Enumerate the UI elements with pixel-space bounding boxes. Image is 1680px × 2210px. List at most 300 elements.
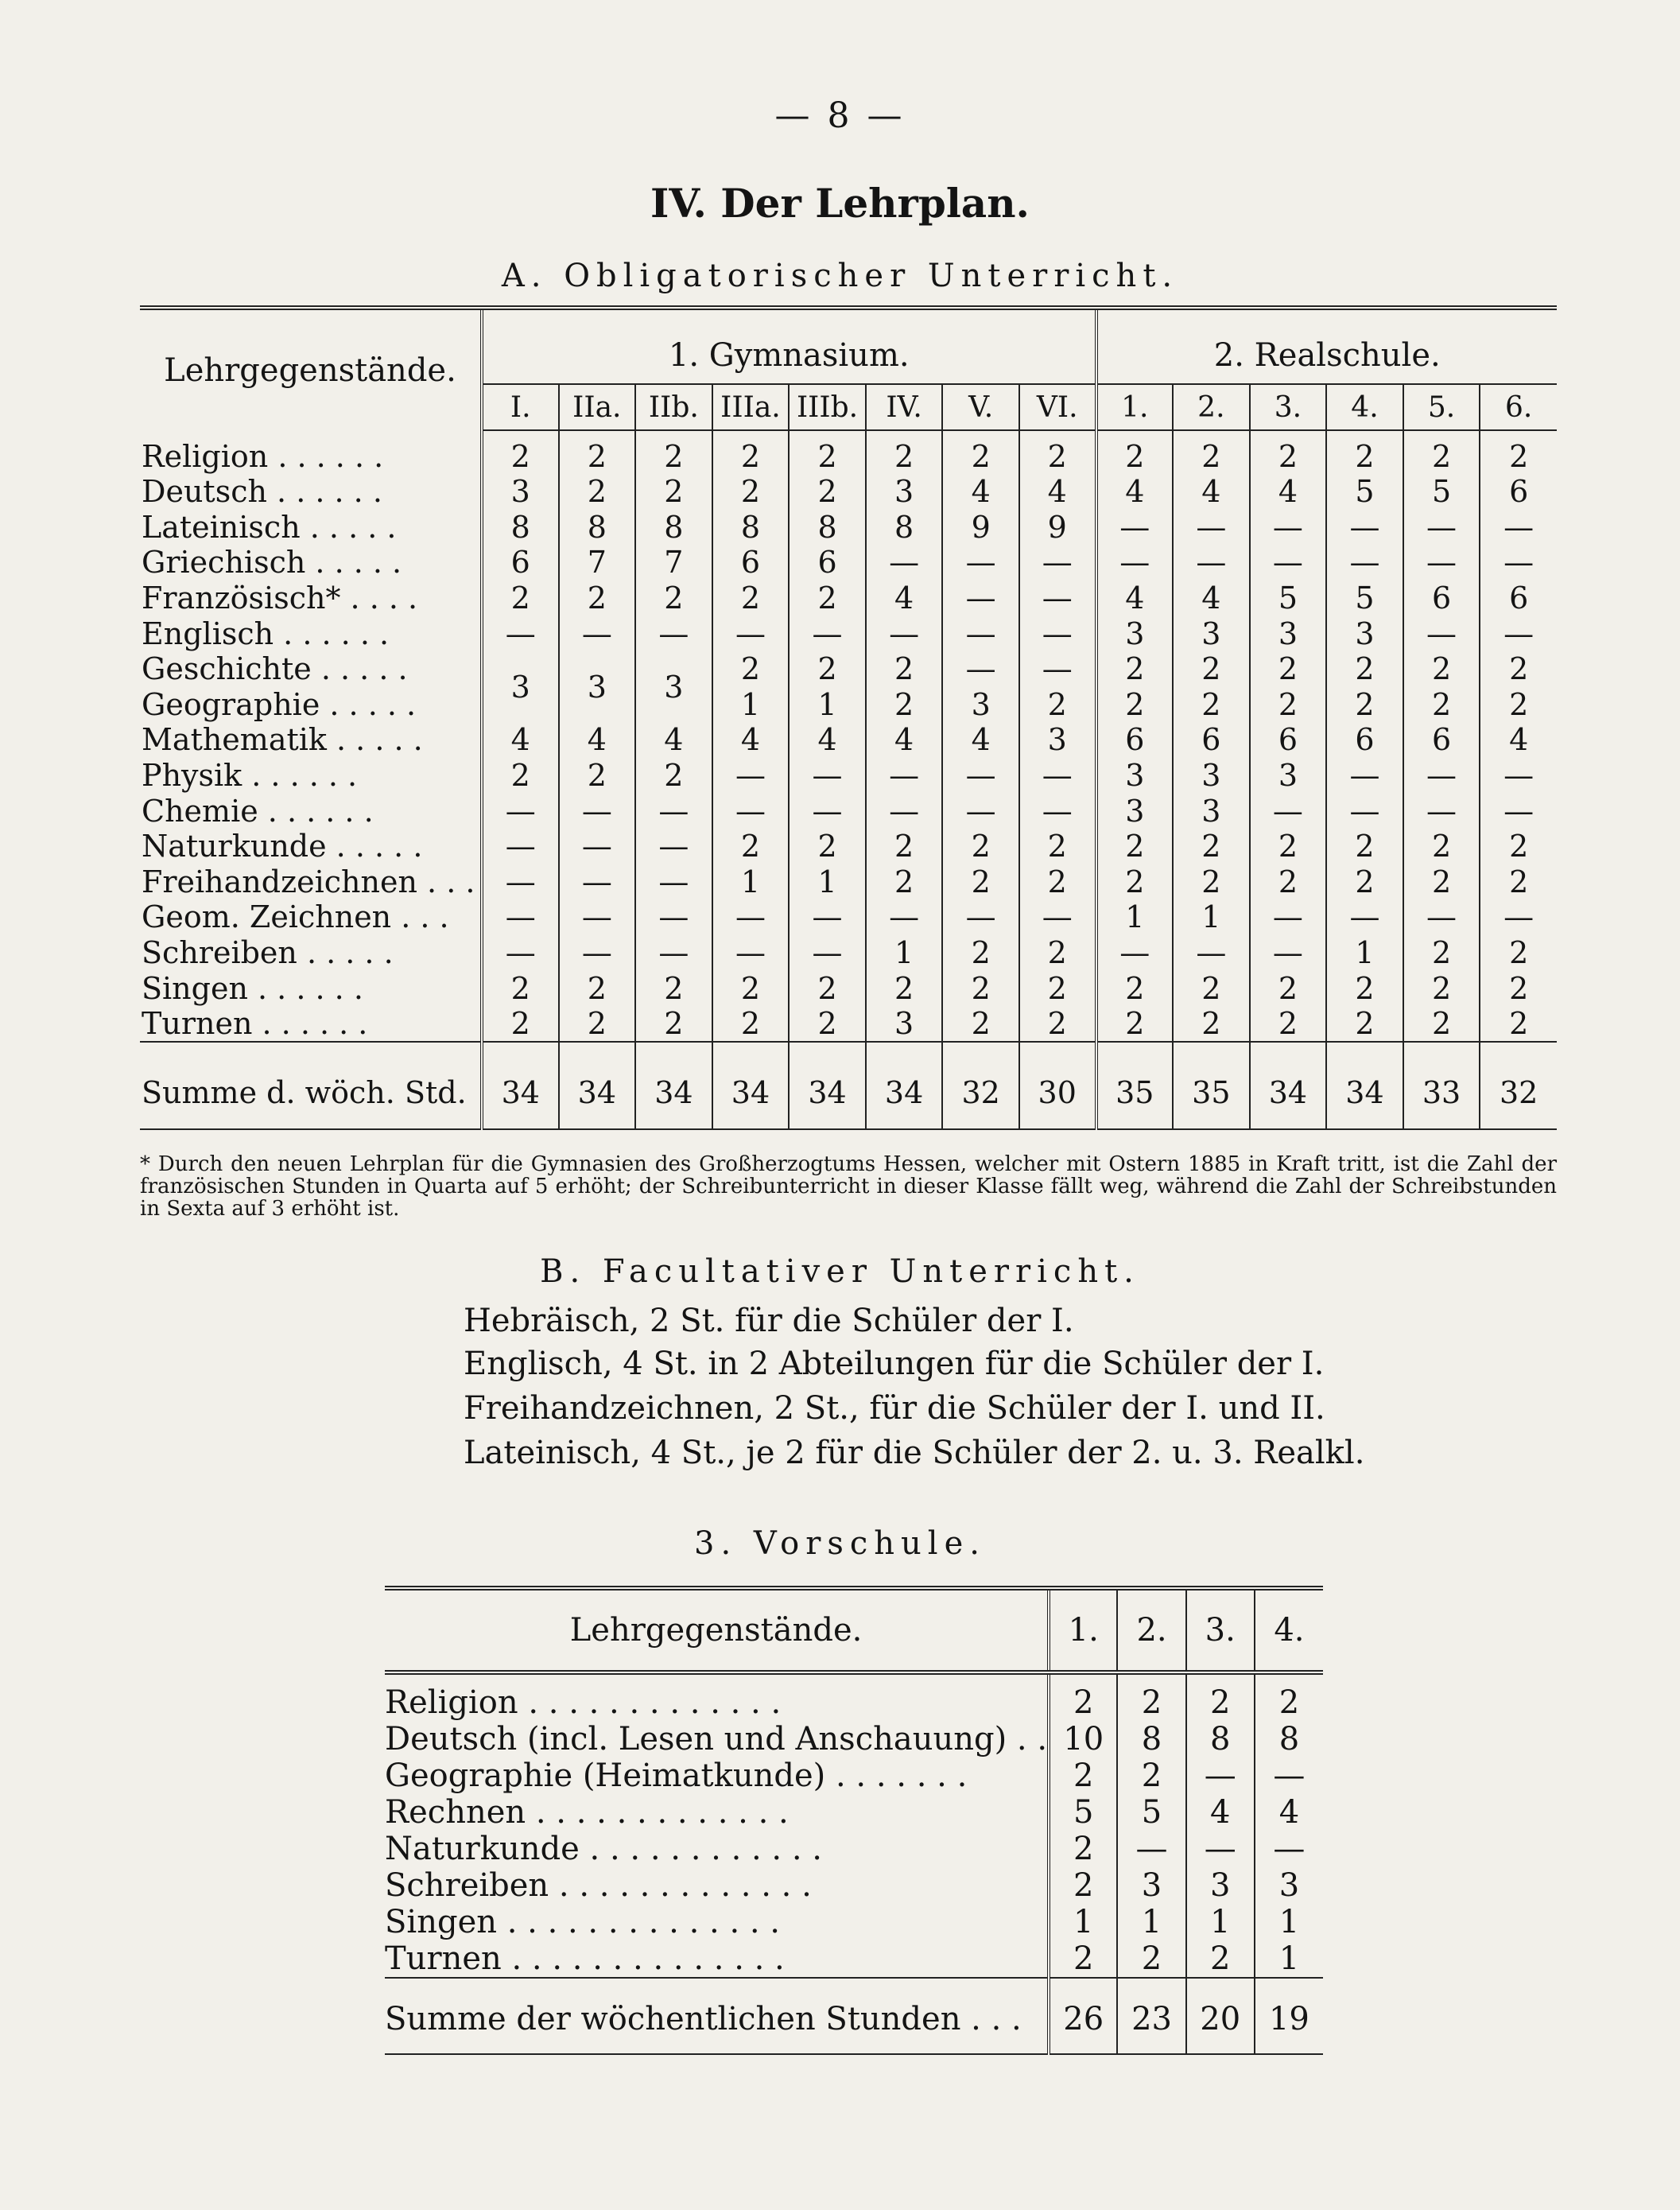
value-cell: 2 (482, 758, 559, 794)
value-cell: 2 (635, 430, 712, 474)
value-cell: — (942, 651, 1019, 687)
value-cell: — (1403, 545, 1480, 581)
value-cell: 6 (1173, 722, 1250, 758)
value-cell: 2 (559, 430, 636, 474)
value-cell: 2 (1250, 430, 1327, 474)
value-cell: 1 (789, 864, 866, 900)
table-row (140, 651, 1557, 687)
merged-value-cell: 3 (482, 651, 559, 722)
value-cell: 2 (1096, 829, 1174, 864)
value-cell: 2 (942, 864, 1019, 900)
value-cell: — (635, 935, 712, 971)
class-header: 1. (1049, 1588, 1117, 1672)
value-cell: 2 (1250, 1006, 1327, 1042)
value-cell: 2 (1096, 864, 1174, 900)
value-cell: 1 (1173, 899, 1250, 935)
value-cell: — (1326, 758, 1403, 794)
value-cell: — (1273, 1758, 1306, 1794)
subject-column-header: Lehrgegenstände. (385, 1588, 1049, 1672)
value-cell: 5 (1117, 1794, 1185, 1831)
table-row (140, 935, 1557, 971)
value-cell: 2 (789, 430, 866, 474)
value-cell: 2 (1096, 687, 1174, 723)
value-cell: — (559, 829, 636, 864)
value-cell: 3 (1096, 616, 1174, 651)
value-cell: 2 (789, 970, 866, 1006)
value-cell: 4 (1019, 474, 1096, 510)
vorschule-title: 3. Vorschule. (694, 1525, 986, 1562)
value-cell: 2 (1403, 829, 1480, 864)
value-cell: 6 (712, 545, 790, 581)
value-cell: 2 (1250, 687, 1327, 723)
table-row (140, 970, 1557, 1006)
value-cell: — (559, 616, 636, 651)
value-cell: 3 (942, 687, 1019, 723)
merged-value-cell: 3 (635, 651, 712, 722)
value-cell: 2 (482, 1006, 559, 1042)
value-cell: 2 (1173, 651, 1250, 687)
sum-value-cell: 20 (1186, 1978, 1255, 2054)
value-cell: 2 (712, 829, 790, 864)
value-cell: 3 (1096, 793, 1174, 829)
value-cell: — (942, 758, 1019, 794)
value-cell: — (866, 793, 943, 829)
subject-cell: Schreiben . . . . . (140, 935, 482, 971)
value-cell: 2 (1403, 651, 1480, 687)
value-cell: 1 (712, 687, 790, 723)
value-cell: 4 (1509, 722, 1529, 758)
subject-cell: Religion . . . . . . . . . . . . . (385, 1672, 1049, 1721)
value-cell: 1 (1278, 1940, 1300, 1977)
value-cell: — (1503, 616, 1535, 651)
value-cell: 2 (1096, 970, 1174, 1006)
value-cell: 2 (1403, 864, 1480, 900)
value-cell: — (942, 793, 1019, 829)
value-cell: 6 (1403, 581, 1480, 616)
sum-value-cell: 34 (866, 1042, 943, 1129)
table-row (140, 1006, 1557, 1042)
value-cell: 6 (1250, 722, 1327, 758)
value-cell: 4 (482, 722, 559, 758)
table-row (140, 793, 1557, 829)
value-cell: 2 (1509, 935, 1529, 971)
value-cell: — (1019, 758, 1096, 794)
value-cell: — (1173, 545, 1250, 581)
value-cell: 2 (866, 864, 943, 900)
class-header: 2. (1117, 1588, 1185, 1672)
value-cell: 1 (1278, 1904, 1300, 1940)
realschule-group-header: 2. Realschule. (1096, 308, 1557, 384)
value-cell: 4 (1186, 1794, 1255, 1831)
subject-cell: Geographie (Heimatkunde) . . . . . . . (385, 1758, 1049, 1794)
class-header: VI. (1019, 384, 1096, 430)
value-cell: 2 (1250, 829, 1327, 864)
value-cell: 2 (942, 970, 1019, 1006)
value-cell: — (1117, 1831, 1185, 1867)
value-cell: 3 (866, 1006, 943, 1042)
value-cell: 3 (1173, 616, 1250, 651)
sum-label: Summe der wöchentlichen Stunden . . . (385, 1978, 1049, 2054)
value-cell: 9 (1019, 510, 1096, 546)
value-cell: 2 (1509, 1005, 1529, 1041)
sum-value-cell: 34 (482, 1042, 559, 1129)
sum-value-cell: 30 (1019, 1042, 1096, 1129)
value-cell: — (1173, 510, 1250, 546)
value-cell: 3 (1250, 758, 1327, 794)
sum-value-cell: 34 (1250, 1042, 1327, 1129)
value-cell: 8 (635, 510, 712, 546)
subject-cell: Naturkunde . . . . . (140, 829, 482, 864)
value-cell: 2 (866, 829, 943, 864)
value-cell: 2 (1173, 970, 1250, 1006)
value-cell: — (942, 545, 1019, 581)
value-cell: — (482, 899, 559, 935)
class-header: IIb. (635, 384, 712, 430)
value-cell: — (712, 935, 790, 971)
value-cell: 8 (1278, 1721, 1300, 1758)
table-row (140, 616, 1557, 651)
value-cell: 4 (1278, 1794, 1300, 1831)
value-cell: — (1326, 899, 1403, 935)
subject-cell: Englisch . . . . . . (140, 616, 482, 651)
value-cell: — (866, 616, 943, 651)
value-cell: 2 (1049, 1831, 1117, 1867)
value-cell: 2 (482, 581, 559, 616)
value-cell: 2 (866, 687, 943, 723)
table-row (140, 899, 1557, 935)
value-cell: 2 (789, 581, 866, 616)
value-cell: 2 (789, 651, 866, 687)
vorschule-table (385, 1586, 1323, 2055)
value-cell: 2 (559, 474, 636, 510)
class-header: 2. (1173, 384, 1250, 430)
table-row (140, 545, 1557, 581)
value-cell: 2 (1096, 651, 1174, 687)
value-cell: — (1096, 935, 1174, 971)
table-row (140, 864, 1557, 900)
value-cell: — (1019, 581, 1096, 616)
table-row (140, 722, 1557, 758)
class-header: 3. (1186, 1588, 1255, 1672)
value-cell: 2 (1049, 1672, 1117, 1721)
subject-cell: Turnen . . . . . . . . . . . . . . (385, 1940, 1049, 1978)
value-cell: — (1326, 545, 1403, 581)
value-cell: 2 (1019, 970, 1096, 1006)
subject-cell: Singen . . . . . . . . . . . . . . (385, 1904, 1049, 1940)
sum-row (140, 1042, 1557, 1129)
class-header: IIa. (559, 384, 636, 430)
value-cell: 2 (1326, 970, 1403, 1006)
value-cell: — (1273, 1831, 1306, 1867)
value-cell: — (559, 899, 636, 935)
value-cell: — (866, 758, 943, 794)
value-cell: 2 (1326, 651, 1403, 687)
sum-value-cell: 34 (1326, 1042, 1403, 1129)
value-cell: 2 (635, 474, 712, 510)
footnote: * Durch den neuen Lehrplan für die Gymnasien des Großherzogtums Hessen, welcher mit Ostern 1885 in Kraft tritt, ist die Zahl der französischen Stunden in Quarta auf 5 erhöht; der Schreibunterricht in dieser Klasse fällt weg, während die Zahl der Schreibstunden in Sexta auf 3 erhöht ist. (140, 1152, 1557, 1221)
value-cell: — (789, 616, 866, 651)
class-header: 4. (1326, 384, 1403, 430)
value-cell: 6 (1403, 722, 1480, 758)
value-cell: — (1096, 510, 1174, 546)
value-cell: 5 (1250, 581, 1327, 616)
subject-cell: Griechisch . . . . . (140, 545, 482, 581)
subject-column-header: Lehrgegenstände. (140, 308, 482, 430)
value-cell: — (866, 899, 943, 935)
page-title: IV. Der Lehrplan. (650, 180, 1030, 227)
table-row (385, 1940, 1323, 1978)
class-header: IV. (866, 384, 943, 430)
value-cell: 4 (1173, 581, 1250, 616)
value-cell: — (1186, 1831, 1255, 1867)
value-cell: — (559, 864, 636, 900)
value-cell: — (942, 581, 1019, 616)
value-cell: — (559, 935, 636, 971)
value-cell: 2 (559, 970, 636, 1006)
value-cell: 2 (1509, 439, 1529, 474)
facultative-line: Hebräisch, 2 St. für die Schüler der I. (464, 1303, 1074, 1339)
value-cell: — (1503, 793, 1535, 829)
gymnasium-group-header: 1. Gymnasium. (482, 308, 1096, 384)
value-cell: 4 (866, 722, 943, 758)
value-cell: 2 (1403, 970, 1480, 1006)
value-cell: 6 (1509, 581, 1529, 616)
value-cell: 2 (1326, 687, 1403, 723)
value-cell: 7 (635, 545, 712, 581)
value-cell: — (789, 793, 866, 829)
value-cell: 1 (866, 935, 943, 971)
subject-cell: Singen . . . . . . (140, 970, 482, 1006)
value-cell: 2 (712, 970, 790, 1006)
subject-cell: Geom. Zeichnen . . . (140, 899, 482, 935)
table-row (385, 1831, 1323, 1867)
subject-cell: Schreiben . . . . . . . . . . . . . (385, 1867, 1049, 1904)
value-cell: 2 (1326, 430, 1403, 474)
value-cell: — (1503, 545, 1535, 581)
table-row (385, 1758, 1323, 1794)
value-cell: 4 (789, 722, 866, 758)
value-cell: — (635, 899, 712, 935)
value-cell: — (1326, 793, 1403, 829)
subject-cell: Turnen . . . . . . (140, 1006, 482, 1042)
value-cell: 2 (942, 430, 1019, 474)
class-header: 6. (1480, 384, 1557, 430)
table-row (140, 510, 1557, 546)
value-cell: 2 (712, 651, 790, 687)
value-cell: — (1503, 899, 1535, 935)
value-cell: 1 (1049, 1904, 1117, 1940)
facultative-line: Freihandzeichnen, 2 St., für die Schüler der I. und II. (464, 1390, 1325, 1427)
value-cell: — (789, 899, 866, 935)
value-cell: — (942, 899, 1019, 935)
value-cell: 6 (482, 545, 559, 581)
value-cell: 2 (1019, 1006, 1096, 1042)
value-cell: 2 (1326, 864, 1403, 900)
value-cell: 8 (559, 510, 636, 546)
value-cell: — (482, 935, 559, 971)
value-cell: 2 (635, 758, 712, 794)
value-cell: 2 (1403, 935, 1480, 971)
value-cell: 2 (942, 829, 1019, 864)
value-cell: 5 (1403, 474, 1480, 510)
sum-value-cell: 32 (942, 1042, 1019, 1129)
value-cell: 8 (1186, 1721, 1255, 1758)
sum-value-cell: 34 (559, 1042, 636, 1129)
merged-value-cell: 3 (559, 651, 636, 722)
value-cell: 2 (1019, 829, 1096, 864)
subject-cell: Religion . . . . . . (140, 430, 482, 474)
value-cell: 8 (712, 510, 790, 546)
value-cell: — (482, 864, 559, 900)
value-cell: 2 (1173, 1006, 1250, 1042)
value-cell: — (1403, 616, 1480, 651)
value-cell: 4 (1096, 474, 1174, 510)
value-cell: 2 (635, 581, 712, 616)
value-cell: — (712, 899, 790, 935)
value-cell: — (789, 935, 866, 971)
value-cell: 2 (635, 970, 712, 1006)
page-number: — 8 — (774, 95, 906, 136)
facultative-line: Englisch, 4 St. in 2 Abteilungen für die Schüler der I. (464, 1346, 1325, 1382)
value-cell: 2 (1403, 1006, 1480, 1042)
value-cell: — (712, 616, 790, 651)
value-cell: 2 (1509, 829, 1529, 864)
value-cell: — (482, 793, 559, 829)
value-cell: 2 (1049, 1940, 1117, 1978)
table-row (385, 1904, 1323, 1940)
subject-cell: Geographie . . . . . (140, 687, 482, 723)
value-cell: 2 (942, 935, 1019, 971)
value-cell: — (1250, 793, 1327, 829)
value-cell: 2 (789, 474, 866, 510)
value-cell: — (1250, 545, 1327, 581)
table-row (385, 1672, 1323, 1721)
value-cell: 2 (1049, 1867, 1117, 1904)
value-cell: 4 (942, 474, 1019, 510)
value-cell: 3 (866, 474, 943, 510)
value-cell: 2 (712, 581, 790, 616)
sum-value-cell: 23 (1117, 1978, 1185, 2054)
value-cell: — (712, 793, 790, 829)
value-cell: 2 (789, 829, 866, 864)
sum-value-cell: 32 (1480, 1042, 1557, 1129)
value-cell: — (1019, 545, 1096, 581)
value-cell: 3 (1186, 1867, 1255, 1904)
value-cell: 9 (942, 510, 1019, 546)
value-cell: 4 (942, 722, 1019, 758)
value-cell: — (482, 829, 559, 864)
value-cell: 3 (1326, 616, 1403, 651)
value-cell: 2 (1117, 1672, 1185, 1721)
value-cell: 2 (1509, 970, 1529, 1006)
subject-cell: Naturkunde . . . . . . . . . . . . (385, 1831, 1049, 1867)
subject-cell: Französisch* . . . . (140, 581, 482, 616)
sum-row (385, 1978, 1323, 2054)
class-header: 3. (1250, 384, 1327, 430)
value-cell: 2 (1250, 651, 1327, 687)
value-cell: 2 (1326, 829, 1403, 864)
table-row (140, 687, 1557, 723)
value-cell: 2 (482, 970, 559, 1006)
value-cell: — (1503, 758, 1535, 794)
value-cell: — (1403, 510, 1480, 546)
value-cell: 2 (1096, 430, 1174, 474)
value-cell: — (866, 545, 943, 581)
value-cell: 2 (559, 581, 636, 616)
sum-value-cell: 35 (1173, 1042, 1250, 1129)
value-cell: 2 (559, 1006, 636, 1042)
facultative-line: Lateinisch, 4 St., je 2 für die Schüler der 2. u. 3. Realkl. (464, 1435, 1365, 1471)
value-cell: 3 (1278, 1867, 1300, 1904)
value-cell: — (1503, 509, 1535, 545)
value-cell: — (559, 793, 636, 829)
value-cell: 6 (789, 545, 866, 581)
value-cell: 2 (1019, 864, 1096, 900)
value-cell: 2 (1186, 1672, 1255, 1721)
value-cell: 4 (559, 722, 636, 758)
section-b-title: B. Facultativer Unterricht. (540, 1253, 1140, 1290)
value-cell: — (1173, 935, 1250, 971)
value-cell: 5 (1049, 1794, 1117, 1831)
value-cell: 3 (1173, 758, 1250, 794)
value-cell: — (635, 864, 712, 900)
value-cell: — (1403, 758, 1480, 794)
value-cell: 2 (866, 970, 943, 1006)
value-cell: 2 (1278, 1684, 1300, 1721)
value-cell: 2 (1019, 935, 1096, 971)
sum-label: Summe d. wöch. Std. (140, 1042, 482, 1129)
value-cell: — (1403, 793, 1480, 829)
value-cell: 2 (1173, 430, 1250, 474)
value-cell: 7 (559, 545, 636, 581)
value-cell: 4 (1173, 474, 1250, 510)
value-cell: 6 (1509, 474, 1529, 510)
sum-value-cell: 34 (635, 1042, 712, 1129)
value-cell: 2 (712, 430, 790, 474)
value-cell: 3 (1250, 616, 1327, 651)
value-cell: — (1019, 793, 1096, 829)
value-cell: 3 (1117, 1867, 1185, 1904)
subject-cell: Freihandzeichnen . . . (140, 864, 482, 900)
value-cell: 2 (559, 758, 636, 794)
value-cell: — (1250, 935, 1327, 971)
value-cell: 3 (1173, 793, 1250, 829)
value-cell: 1 (1186, 1904, 1255, 1940)
value-cell: — (712, 758, 790, 794)
subject-cell: Mathematik . . . . . (140, 722, 482, 758)
value-cell: 3 (1019, 722, 1096, 758)
value-cell: 2 (1509, 651, 1529, 687)
value-cell: 2 (1403, 430, 1480, 474)
value-cell: 5 (1326, 474, 1403, 510)
value-cell: — (1250, 899, 1327, 935)
sum-value-cell: 33 (1403, 1042, 1480, 1129)
subject-cell: Deutsch . . . . . . (140, 474, 482, 510)
value-cell: 2 (1403, 687, 1480, 723)
value-cell: 2 (1117, 1758, 1185, 1794)
obligatory-curriculum-table (140, 305, 1557, 1130)
value-cell: 10 (1049, 1721, 1117, 1758)
value-cell: 8 (1117, 1721, 1185, 1758)
value-cell: 1 (1326, 935, 1403, 971)
sum-value-cell: 19 (1255, 1978, 1323, 2054)
class-header: IIIb. (789, 384, 866, 430)
table-row (385, 1867, 1323, 1904)
class-header: 1. (1096, 384, 1174, 430)
value-cell: — (942, 616, 1019, 651)
value-cell: 2 (712, 474, 790, 510)
subject-cell: Deutsch (incl. Lesen und Anschauung) . . (385, 1721, 1048, 1758)
